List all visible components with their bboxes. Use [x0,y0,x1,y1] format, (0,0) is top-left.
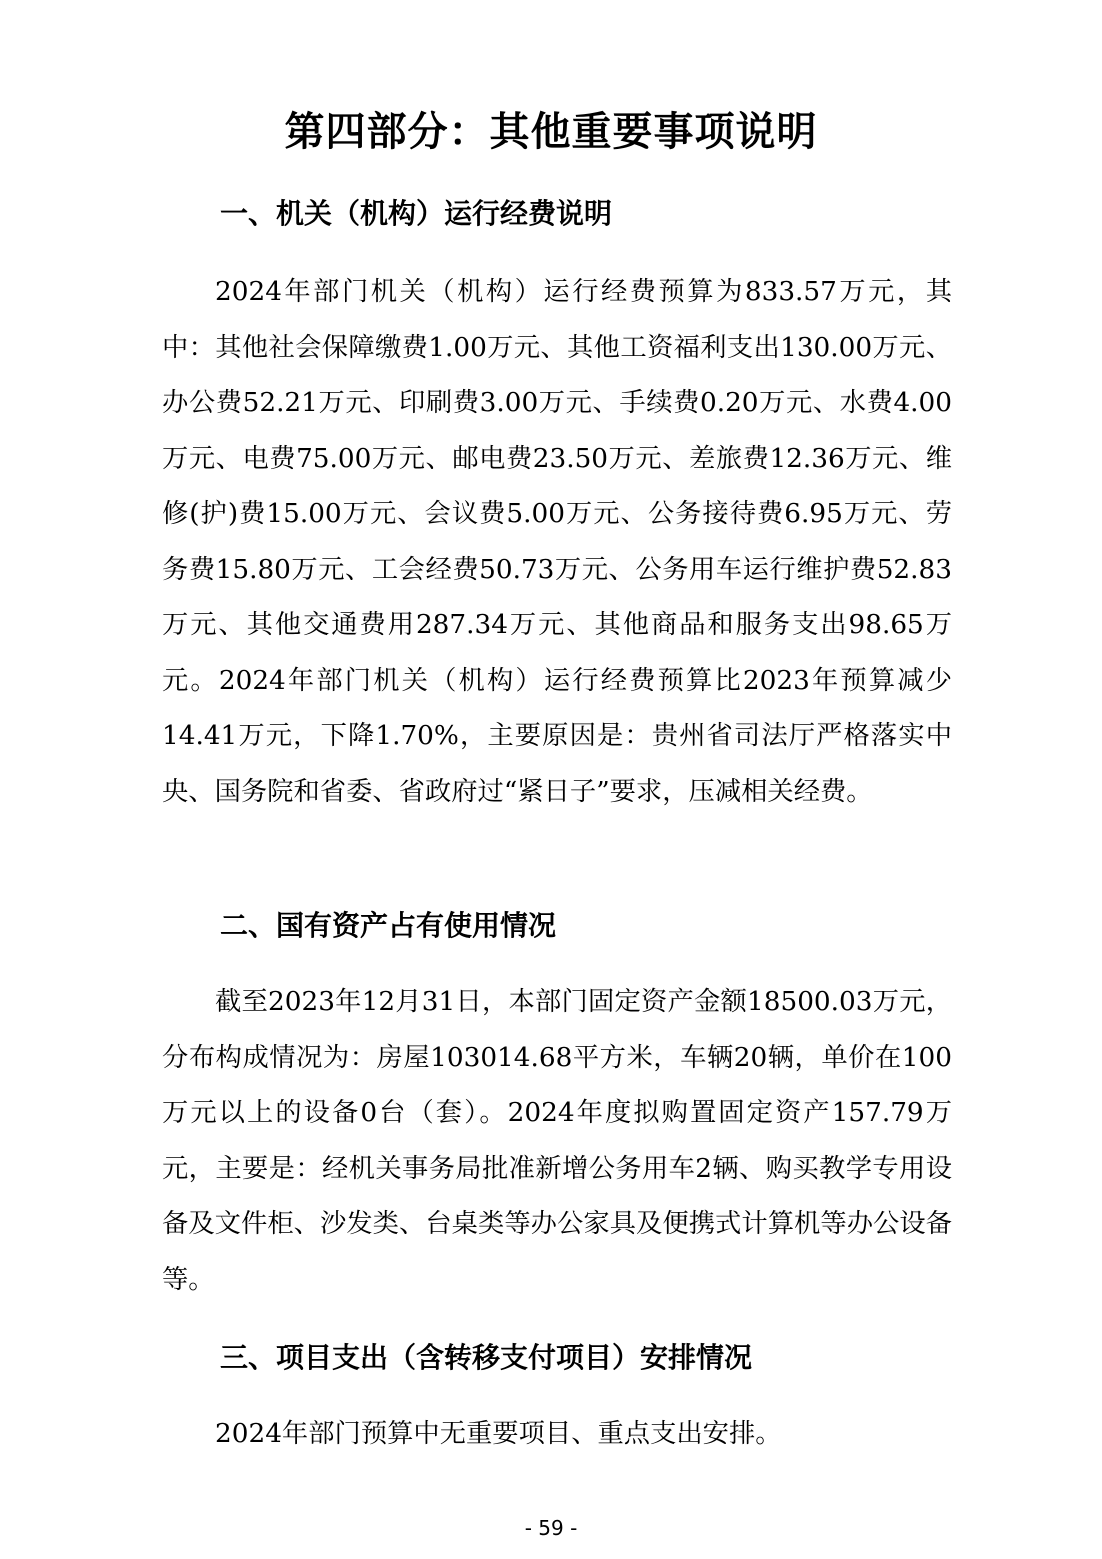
section-paragraph-1: 2024年部门机关（机构）运行经费预算为833.57万元，其中：其他社会保障缴费1.00万元、其他工资福利支出130.00万元、办公费52.21万元、印刷费3.00万元、手续费0.20万元、水费4.00万元、电费75.00万元、邮电费23.50万元、差旅费12.36万元、维修(护)费15.00万元、会议费5.00万元、公务接待费6.95万元、劳务费15.80万元、工会经费50.73万元、公务用车运行维护费52.83万元、其他交通费用287.34万元、其他商品和服务支出98.65万元。2024年部门机关（机构）运行经费预算比2023年预算减少14.41万元，下降1.70%，主要原因是：贵州省司法厅严格落实中央、国务院和省委、省政府过“紧日子”要求，压减相关经费。 [162,277,952,807]
section-heading-1: 一、机关（机构）运行经费说明 [220,197,613,230]
section-heading-3: 三、项目支出（含转移支付项目）安排情况 [220,1341,753,1374]
section-paragraph-3: 2024年部门预算中无重要项目、重点支出安排。 [215,1419,782,1449]
page-title: 第四部分：其他重要事项说明 [284,109,818,155]
section-paragraph-2: 截至2023年12月31日，本部门固定资产金额18500.03万元，分布构成情况为：房屋103014.68平方米，车辆20辆，单价在100万元以上的设备0台（套）。2024年度拟购置固定资产157.79万元，主要是：经机关事务局批准新增公务用车2辆、购买教学专用设备及文件柜、沙发类、台桌类等办公家具及便携式计算机等办公设备等。 [162,987,952,1295]
section-heading-2: 二、国有资产占有使用情况 [220,909,557,942]
page-number: - 59 - [524,1516,578,1540]
